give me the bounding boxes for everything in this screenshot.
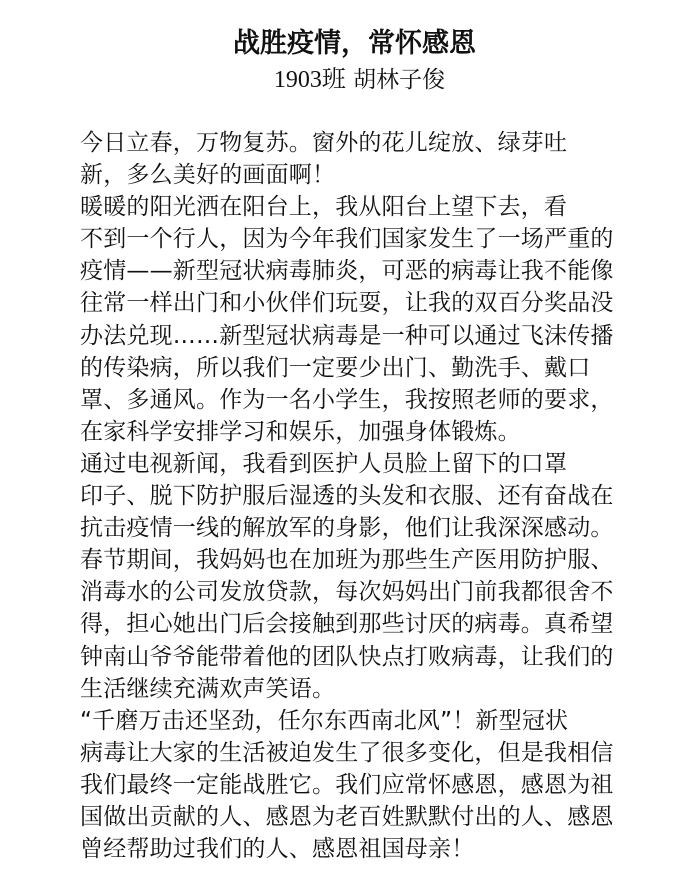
text-line: 罩、多通风。作为一名小学生，我按照老师的要求， bbox=[80, 386, 614, 413]
text-line: 得，担心她出门后会接触到那些讨厌的病毒。真希望 bbox=[80, 611, 614, 638]
text-line: 病毒让大家的生活被迫发生了很多变化，但是我相信 bbox=[80, 739, 614, 766]
document-title: 战胜疫情，常怀感恩 bbox=[233, 28, 476, 59]
text-line: 办法兑现……新型冠状病毒是一种可以通过飞沫传播 bbox=[80, 322, 614, 349]
text-line: 今日立春，万物复苏。窗外的花儿绽放、绿芽吐 bbox=[80, 130, 568, 156]
paragraph-3 bbox=[38, 448, 666, 705]
class-label: 1903班 bbox=[273, 67, 346, 93]
paragraph-2 bbox=[38, 191, 666, 448]
author-name: 胡林子俊 bbox=[353, 67, 446, 93]
text-line: 春节期间，我妈妈也在加班为那些生产医用防护服、 bbox=[80, 547, 614, 574]
text-line: 消毒水的公司发放贷款，每次妈妈出门前我都很舍不 bbox=[80, 579, 614, 606]
text-line: “千磨万击还坚劲，任尔东西南北风”！新型冠状 bbox=[80, 707, 569, 734]
text-line: 国做出贡献的人、感恩为老百姓默默付出的人、感恩 bbox=[80, 803, 614, 830]
text-line: 暖暖的阳光洒在阳台上，我从阳台上望下去，看 bbox=[80, 194, 568, 221]
text-line: 印子、脱下防护服后湿透的头发和衣服、还有奋战在 bbox=[80, 483, 614, 510]
text-line: 生活继续充满欢声笑语。 bbox=[80, 675, 336, 702]
essay-body bbox=[38, 127, 666, 865]
text-line: 通过电视新闻，我看到医护人员脸上留下的口罩 bbox=[80, 450, 568, 477]
text-line: 钟南山爷爷能带着他的团队快点打败病毒，让我们的 bbox=[80, 643, 614, 670]
text-line: 我们最终一定能战胜它。我们应常怀感恩，感恩为祖 bbox=[80, 771, 614, 798]
text-line: 不到一个行人，因为今年我们国家发生了一场严重的 bbox=[80, 226, 614, 253]
text-line: 往常一样出门和小伙伴们玩耍，让我的双百分奖品没 bbox=[80, 290, 614, 317]
text-line: 抗击疫情一线的解放军的身影，他们让我深深感动。 bbox=[80, 515, 614, 542]
byline bbox=[46, 65, 673, 95]
text-line: 疫情——新型冠状病毒肺炎，可恶的病毒让我不能像 bbox=[80, 258, 614, 285]
text-line: 新，多么美好的画面啊！ bbox=[80, 162, 336, 189]
paragraph-1 bbox=[38, 127, 666, 191]
text-line: 的传染病，所以我们一定要少出门、勤洗手、戴口 bbox=[80, 354, 591, 381]
text-line: 在家科学安排学习和娱乐，加强身体锻炼。 bbox=[80, 418, 521, 445]
text-line: 曾经帮助过我们的人、感恩祖国母亲！ bbox=[80, 836, 475, 863]
paragraph-4 bbox=[38, 705, 666, 865]
